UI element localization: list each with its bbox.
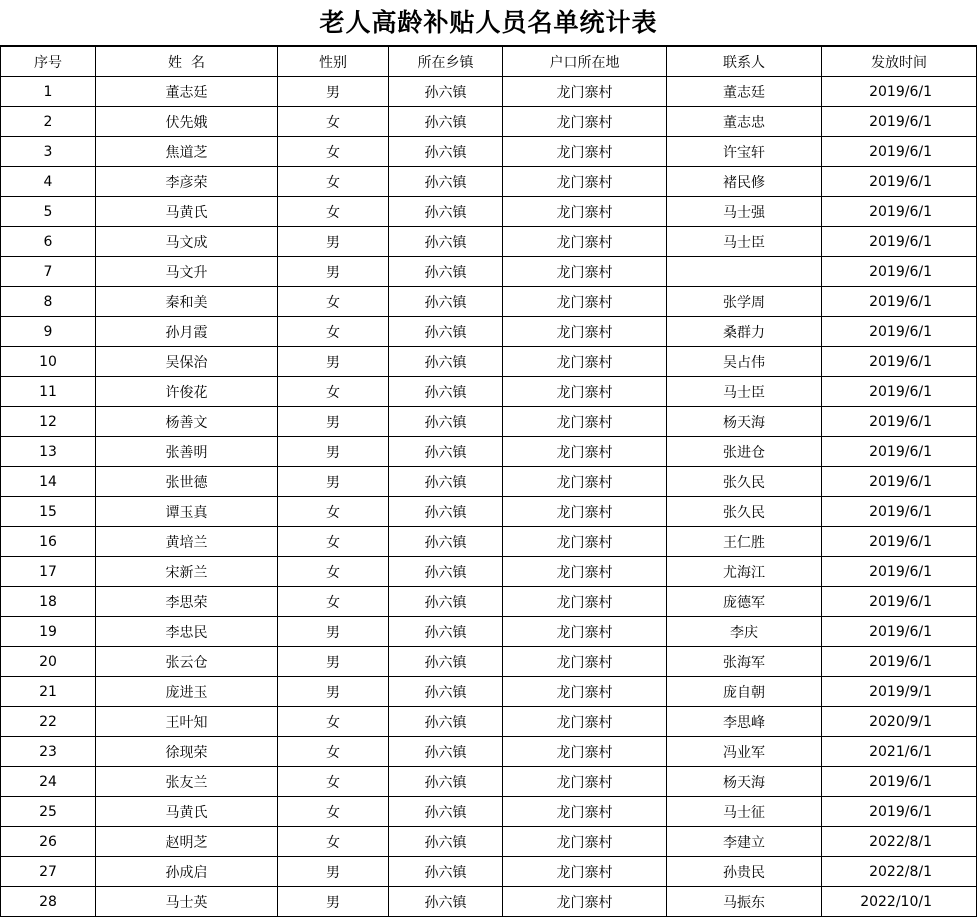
cell-index[interactable]: 3 <box>1 137 96 167</box>
cell-issue-date[interactable]: 2019/6/1 <box>822 587 977 617</box>
cell-contact[interactable]: 张进仓 <box>667 437 822 467</box>
cell-issue-date[interactable]: 2019/6/1 <box>822 407 977 437</box>
subsidy-table <box>0 46 977 917</box>
cell-registered-residence[interactable]: 龙门寨村 <box>503 707 667 737</box>
cell-registered-residence[interactable]: 龙门寨村 <box>503 527 667 557</box>
cell-name[interactable]: 张友兰 <box>96 767 278 797</box>
cell-name[interactable]: 庞进玉 <box>96 677 278 707</box>
cell-gender[interactable]: 男 <box>278 77 389 107</box>
cell-name[interactable]: 赵明芝 <box>96 827 278 857</box>
cell-gender[interactable]: 女 <box>278 557 389 587</box>
table-row <box>1 497 977 527</box>
cell-name[interactable]: 王叶知 <box>96 707 278 737</box>
cell-issue-date[interactable]: 2019/6/1 <box>822 497 977 527</box>
cell-contact[interactable]: 杨天海 <box>667 767 822 797</box>
cell-issue-date[interactable]: 2021/6/1 <box>822 737 977 767</box>
cell-issue-date[interactable]: 2019/6/1 <box>822 287 977 317</box>
cell-gender[interactable]: 女 <box>278 197 389 227</box>
cell-registered-residence[interactable]: 龙门寨村 <box>503 197 667 227</box>
cell-name[interactable]: 谭玉真 <box>96 497 278 527</box>
cell-township[interactable]: 孙六镇 <box>389 287 503 317</box>
cell-registered-residence[interactable]: 龙门寨村 <box>503 287 667 317</box>
cell-issue-date[interactable]: 2019/6/1 <box>822 467 977 497</box>
cell-gender[interactable]: 男 <box>278 407 389 437</box>
column-header-township[interactable]: 所在乡镇 <box>389 47 503 77</box>
cell-index[interactable]: 12 <box>1 407 96 437</box>
cell-name[interactable]: 马黄氏 <box>96 197 278 227</box>
cell-index[interactable]: 21 <box>1 677 96 707</box>
cell-township[interactable]: 孙六镇 <box>389 167 503 197</box>
cell-name[interactable]: 许俊花 <box>96 377 278 407</box>
cell-township[interactable]: 孙六镇 <box>389 317 503 347</box>
cell-issue-date[interactable]: 2019/6/1 <box>822 107 977 137</box>
cell-index[interactable]: 23 <box>1 737 96 767</box>
cell-name[interactable]: 张云仓 <box>96 647 278 677</box>
cell-name[interactable]: 马文升 <box>96 257 278 287</box>
cell-gender[interactable]: 女 <box>278 737 389 767</box>
table-row <box>1 167 977 197</box>
cell-registered-residence[interactable]: 龙门寨村 <box>503 167 667 197</box>
cell-index[interactable]: 26 <box>1 827 96 857</box>
table-row <box>1 107 977 137</box>
cell-registered-residence[interactable]: 龙门寨村 <box>503 347 667 377</box>
table-row <box>1 377 977 407</box>
cell-gender[interactable]: 女 <box>278 527 389 557</box>
cell-township[interactable]: 孙六镇 <box>389 137 503 167</box>
column-header-index[interactable]: 序号 <box>1 47 96 77</box>
cell-index[interactable]: 10 <box>1 347 96 377</box>
cell-issue-date[interactable]: 2019/6/1 <box>822 377 977 407</box>
cell-issue-date[interactable]: 2022/10/1 <box>822 887 977 917</box>
cell-township[interactable]: 孙六镇 <box>389 797 503 827</box>
cell-index[interactable]: 11 <box>1 377 96 407</box>
cell-name[interactable]: 黄培兰 <box>96 527 278 557</box>
cell-contact[interactable]: 庞德军 <box>667 587 822 617</box>
cell-issue-date[interactable]: 2019/6/1 <box>822 197 977 227</box>
cell-name[interactable]: 吴保治 <box>96 347 278 377</box>
cell-issue-date[interactable]: 2019/9/1 <box>822 677 977 707</box>
cell-issue-date[interactable]: 2019/6/1 <box>822 557 977 587</box>
table-row <box>1 197 977 227</box>
table-row <box>1 767 977 797</box>
column-header-registered-residence[interactable]: 户口所在地 <box>503 47 667 77</box>
cell-township[interactable]: 孙六镇 <box>389 617 503 647</box>
cell-issue-date[interactable]: 2019/6/1 <box>822 77 977 107</box>
table-row <box>1 137 977 167</box>
cell-township[interactable]: 孙六镇 <box>389 887 503 917</box>
cell-name[interactable]: 董志廷 <box>96 77 278 107</box>
cell-contact[interactable]: 李思峰 <box>667 707 822 737</box>
table-row <box>1 677 977 707</box>
cell-gender[interactable]: 女 <box>278 317 389 347</box>
cell-index[interactable]: 17 <box>1 557 96 587</box>
cell-gender[interactable]: 男 <box>278 857 389 887</box>
cell-gender[interactable]: 女 <box>278 797 389 827</box>
cell-gender[interactable]: 女 <box>278 107 389 137</box>
cell-contact[interactable]: 褚民修 <box>667 167 822 197</box>
cell-name[interactable]: 秦和美 <box>96 287 278 317</box>
cell-township[interactable]: 孙六镇 <box>389 527 503 557</box>
cell-township[interactable]: 孙六镇 <box>389 737 503 767</box>
cell-name[interactable]: 焦道芝 <box>96 137 278 167</box>
cell-index[interactable]: 15 <box>1 497 96 527</box>
cell-index[interactable]: 1 <box>1 77 96 107</box>
cell-issue-date[interactable]: 2022/8/1 <box>822 827 977 857</box>
cell-issue-date[interactable]: 2019/6/1 <box>822 437 977 467</box>
table-row <box>1 737 977 767</box>
cell-issue-date[interactable]: 2019/6/1 <box>822 227 977 257</box>
cell-contact[interactable]: 庞自朝 <box>667 677 822 707</box>
cell-contact[interactable]: 李建立 <box>667 827 822 857</box>
cell-registered-residence[interactable]: 龙门寨村 <box>503 587 667 617</box>
cell-index[interactable]: 4 <box>1 167 96 197</box>
cell-name[interactable]: 徐现荣 <box>96 737 278 767</box>
cell-index[interactable]: 13 <box>1 437 96 467</box>
cell-registered-residence[interactable]: 龙门寨村 <box>503 137 667 167</box>
cell-gender[interactable]: 女 <box>278 167 389 197</box>
cell-contact[interactable]: 王仁胜 <box>667 527 822 557</box>
cell-name[interactable]: 张善明 <box>96 437 278 467</box>
cell-issue-date[interactable]: 2019/6/1 <box>822 527 977 557</box>
cell-issue-date[interactable]: 2019/6/1 <box>822 767 977 797</box>
cell-name[interactable]: 李彦荣 <box>96 167 278 197</box>
cell-gender[interactable]: 女 <box>278 377 389 407</box>
cell-registered-residence[interactable]: 龙门寨村 <box>503 887 667 917</box>
cell-issue-date[interactable]: 2019/6/1 <box>822 317 977 347</box>
cell-name[interactable]: 马文成 <box>96 227 278 257</box>
cell-township[interactable]: 孙六镇 <box>389 827 503 857</box>
cell-registered-residence[interactable]: 龙门寨村 <box>503 797 667 827</box>
cell-gender[interactable]: 男 <box>278 887 389 917</box>
cell-name[interactable]: 孙月霞 <box>96 317 278 347</box>
cell-gender[interactable]: 女 <box>278 707 389 737</box>
cell-contact[interactable]: 李庆 <box>667 617 822 647</box>
table-row <box>1 227 977 257</box>
cell-gender[interactable]: 男 <box>278 677 389 707</box>
header-row <box>1 47 977 77</box>
cell-index[interactable]: 19 <box>1 617 96 647</box>
cell-contact[interactable]: 冯业军 <box>667 737 822 767</box>
cell-contact[interactable]: 孙贵民 <box>667 857 822 887</box>
cell-registered-residence[interactable]: 龙门寨村 <box>503 737 667 767</box>
cell-registered-residence[interactable]: 龙门寨村 <box>503 437 667 467</box>
cell-township[interactable]: 孙六镇 <box>389 707 503 737</box>
cell-contact[interactable]: 张久民 <box>667 467 822 497</box>
cell-contact[interactable]: 董志廷 <box>667 77 822 107</box>
table-row <box>1 827 977 857</box>
cell-gender[interactable]: 女 <box>278 587 389 617</box>
cell-township[interactable]: 孙六镇 <box>389 557 503 587</box>
cell-index[interactable]: 6 <box>1 227 96 257</box>
cell-index[interactable]: 7 <box>1 257 96 287</box>
column-header-name[interactable]: 姓 名 <box>96 47 278 77</box>
cell-issue-date[interactable]: 2019/6/1 <box>822 647 977 677</box>
cell-township[interactable]: 孙六镇 <box>389 197 503 227</box>
cell-contact[interactable]: 董志忠 <box>667 107 822 137</box>
cell-gender[interactable]: 女 <box>278 767 389 797</box>
cell-contact[interactable]: 桑群力 <box>667 317 822 347</box>
cell-gender[interactable]: 女 <box>278 827 389 857</box>
cell-registered-residence[interactable]: 龙门寨村 <box>503 647 667 677</box>
cell-name[interactable]: 李思荣 <box>96 587 278 617</box>
cell-gender[interactable]: 男 <box>278 437 389 467</box>
cell-registered-residence[interactable]: 龙门寨村 <box>503 857 667 887</box>
table-row <box>1 257 977 287</box>
table-row <box>1 467 977 497</box>
cell-contact[interactable]: 马士臣 <box>667 377 822 407</box>
cell-township[interactable]: 孙六镇 <box>389 77 503 107</box>
cell-index[interactable]: 2 <box>1 107 96 137</box>
cell-issue-date[interactable]: 2019/6/1 <box>822 137 977 167</box>
cell-contact[interactable]: 马士征 <box>667 797 822 827</box>
cell-issue-date[interactable]: 2020/9/1 <box>822 707 977 737</box>
cell-township[interactable]: 孙六镇 <box>389 227 503 257</box>
table-row <box>1 617 977 647</box>
cell-issue-date[interactable]: 2019/6/1 <box>822 347 977 377</box>
table-row <box>1 407 977 437</box>
cell-contact[interactable]: 许宝轩 <box>667 137 822 167</box>
table-row <box>1 587 977 617</box>
cell-registered-residence[interactable]: 龙门寨村 <box>503 317 667 347</box>
cell-name[interactable]: 李忠民 <box>96 617 278 647</box>
table-row <box>1 887 977 917</box>
cell-township[interactable]: 孙六镇 <box>389 677 503 707</box>
cell-contact[interactable]: 尤海江 <box>667 557 822 587</box>
cell-township[interactable]: 孙六镇 <box>389 587 503 617</box>
cell-gender[interactable]: 男 <box>278 347 389 377</box>
table-row <box>1 317 977 347</box>
cell-township[interactable]: 孙六镇 <box>389 857 503 887</box>
column-header-gender[interactable]: 性别 <box>278 47 389 77</box>
cell-index[interactable]: 25 <box>1 797 96 827</box>
column-header-contact[interactable]: 联系人 <box>667 47 822 77</box>
cell-registered-residence[interactable]: 龙门寨村 <box>503 467 667 497</box>
cell-name[interactable]: 孙成启 <box>96 857 278 887</box>
cell-township[interactable]: 孙六镇 <box>389 437 503 467</box>
cell-township[interactable]: 孙六镇 <box>389 497 503 527</box>
cell-issue-date[interactable]: 2019/6/1 <box>822 797 977 827</box>
cell-issue-date[interactable]: 2019/6/1 <box>822 617 977 647</box>
cell-contact[interactable]: 吴占伟 <box>667 347 822 377</box>
cell-issue-date[interactable]: 2019/6/1 <box>822 167 977 197</box>
cell-name[interactable]: 马士英 <box>96 887 278 917</box>
cell-contact[interactable]: 马士臣 <box>667 227 822 257</box>
column-header-issue-date[interactable]: 发放时间 <box>822 47 977 77</box>
cell-registered-residence[interactable]: 龙门寨村 <box>503 257 667 287</box>
cell-index[interactable]: 9 <box>1 317 96 347</box>
cell-name[interactable]: 张世德 <box>96 467 278 497</box>
cell-index[interactable]: 16 <box>1 527 96 557</box>
cell-gender[interactable]: 女 <box>278 497 389 527</box>
cell-index[interactable]: 22 <box>1 707 96 737</box>
cell-township[interactable]: 孙六镇 <box>389 347 503 377</box>
cell-gender[interactable]: 男 <box>278 257 389 287</box>
cell-registered-residence[interactable]: 龙门寨村 <box>503 407 667 437</box>
cell-registered-residence[interactable]: 龙门寨村 <box>503 557 667 587</box>
cell-registered-residence[interactable]: 龙门寨村 <box>503 677 667 707</box>
table-row <box>1 647 977 677</box>
cell-township[interactable]: 孙六镇 <box>389 107 503 137</box>
cell-index[interactable]: 18 <box>1 587 96 617</box>
cell-registered-residence[interactable]: 龙门寨村 <box>503 77 667 107</box>
cell-index[interactable]: 20 <box>1 647 96 677</box>
cell-contact[interactable]: 张久民 <box>667 497 822 527</box>
cell-contact[interactable]: 张学周 <box>667 287 822 317</box>
cell-registered-residence[interactable]: 龙门寨村 <box>503 767 667 797</box>
cell-name[interactable]: 杨善文 <box>96 407 278 437</box>
cell-township[interactable]: 孙六镇 <box>389 647 503 677</box>
cell-gender[interactable]: 女 <box>278 137 389 167</box>
cell-index[interactable]: 14 <box>1 467 96 497</box>
table-row <box>1 557 977 587</box>
cell-index[interactable]: 28 <box>1 887 96 917</box>
cell-gender[interactable]: 男 <box>278 467 389 497</box>
cell-issue-date[interactable]: 2019/6/1 <box>822 257 977 287</box>
table-row <box>1 857 977 887</box>
table-row <box>1 707 977 737</box>
cell-contact[interactable] <box>667 257 822 287</box>
cell-index[interactable]: 5 <box>1 197 96 227</box>
table-row <box>1 527 977 557</box>
cell-name[interactable]: 马黄氏 <box>96 797 278 827</box>
cell-gender[interactable]: 男 <box>278 647 389 677</box>
table-title: 老人高龄补贴人员名单统计表 <box>0 0 977 46</box>
cell-registered-residence[interactable]: 龙门寨村 <box>503 377 667 407</box>
cell-township[interactable]: 孙六镇 <box>389 467 503 497</box>
cell-township[interactable]: 孙六镇 <box>389 377 503 407</box>
cell-issue-date[interactable]: 2022/8/1 <box>822 857 977 887</box>
cell-index[interactable]: 24 <box>1 767 96 797</box>
cell-contact[interactable]: 张海军 <box>667 647 822 677</box>
table-row <box>1 437 977 467</box>
cell-township[interactable]: 孙六镇 <box>389 767 503 797</box>
cell-contact[interactable]: 马士强 <box>667 197 822 227</box>
table-row <box>1 797 977 827</box>
cell-township[interactable]: 孙六镇 <box>389 257 503 287</box>
table-row <box>1 77 977 107</box>
table-body <box>1 77 977 917</box>
cell-index[interactable]: 8 <box>1 287 96 317</box>
cell-contact[interactable]: 马振东 <box>667 887 822 917</box>
cell-registered-residence[interactable]: 龙门寨村 <box>503 617 667 647</box>
cell-gender[interactable]: 男 <box>278 227 389 257</box>
table-row <box>1 347 977 377</box>
cell-registered-residence[interactable]: 龙门寨村 <box>503 827 667 857</box>
cell-gender[interactable]: 男 <box>278 617 389 647</box>
cell-name[interactable]: 伏先娥 <box>96 107 278 137</box>
cell-township[interactable]: 孙六镇 <box>389 407 503 437</box>
cell-registered-residence[interactable]: 龙门寨村 <box>503 227 667 257</box>
cell-contact[interactable]: 杨天海 <box>667 407 822 437</box>
cell-gender[interactable]: 女 <box>278 287 389 317</box>
table-row <box>1 287 977 317</box>
cell-registered-residence[interactable]: 龙门寨村 <box>503 107 667 137</box>
cell-registered-residence[interactable]: 龙门寨村 <box>503 497 667 527</box>
cell-name[interactable]: 宋新兰 <box>96 557 278 587</box>
cell-index[interactable]: 27 <box>1 857 96 887</box>
